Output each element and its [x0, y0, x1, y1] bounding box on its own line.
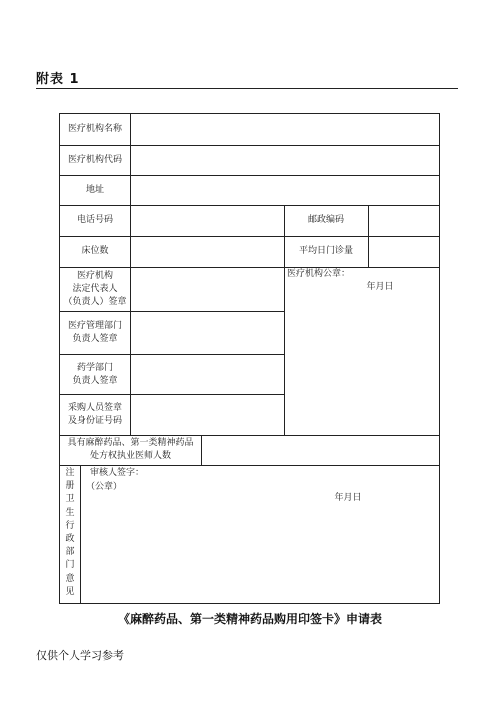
vertical-char: 生	[65, 507, 75, 518]
legal-rep-line-1: 医疗机构	[76, 271, 113, 281]
row-divider	[60, 354, 284, 355]
vertical-char: 卫	[65, 494, 75, 505]
footnote: 仅供个人学习参考	[36, 649, 124, 662]
postcode-label: 邮政编码	[307, 215, 344, 225]
column-divider	[130, 114, 131, 435]
physicians-count-label	[60, 437, 201, 463]
row-divider	[60, 435, 439, 436]
vertical-char: 册	[65, 481, 75, 492]
pharmacy-line-1: 药学部门	[76, 363, 113, 373]
purchaser-line-2: 及身份证号码	[67, 416, 122, 426]
institution-seal-date: 年月日	[366, 282, 394, 292]
purchaser-line-1: 采购人员签章	[67, 403, 122, 413]
appendix-label: 附表 1	[36, 72, 80, 87]
column-divider	[201, 435, 202, 465]
row-divider	[60, 175, 439, 176]
vertical-char: 行	[65, 520, 75, 531]
column-divider	[80, 465, 81, 603]
form-caption: 《麻醉药品、第一类精神药品购用印签卡》申请表	[117, 612, 382, 626]
physicians-count-line-1: 具有麻醉药品、第一类精神药品	[67, 438, 194, 448]
vertical-char: 见	[65, 586, 75, 597]
vertical-char: 意	[65, 573, 75, 584]
vertical-char: 部	[65, 547, 75, 558]
institution-code-label: 医疗机构代码	[67, 155, 122, 165]
vertical-char: 注	[65, 468, 75, 478]
row-divider	[60, 465, 439, 466]
row-divider	[60, 311, 284, 312]
institution-name-label: 医疗机构名称	[67, 124, 122, 134]
vertical-char: 政	[65, 534, 75, 545]
legal-rep-line-3: （负责人）签章	[63, 297, 127, 307]
address-label: 地址	[85, 185, 104, 195]
phone-label: 电话号码	[76, 215, 113, 225]
physicians-count-line-2: 处方权执业医师人数	[89, 451, 171, 461]
registration-authority-opinion-label	[60, 467, 80, 599]
official-seal-label: （公章）	[86, 482, 123, 492]
review-date: 年月日	[334, 493, 362, 503]
row-divider	[60, 394, 284, 395]
row-divider	[60, 205, 439, 206]
medical-management-line-1: 医疗管理部门	[67, 321, 122, 331]
beds-label: 床位数	[81, 246, 109, 256]
medical-management-label	[60, 320, 130, 346]
pharmacy-line-2: 负责人签章	[72, 376, 118, 386]
reviewer-signature-label: 审核人签字：	[90, 468, 145, 478]
row-divider	[60, 236, 439, 237]
institution-seal-label: 医疗机构公章：	[287, 269, 351, 279]
vertical-char: 门	[65, 560, 75, 571]
header-rule	[36, 88, 458, 89]
pharmacy-label	[60, 362, 130, 388]
daily-outpatient-label: 平均日门诊量	[298, 246, 353, 256]
legal-rep-line-2: 法定代表人	[72, 284, 118, 294]
column-divider	[368, 205, 369, 267]
row-divider	[60, 145, 439, 146]
application-form-table	[59, 113, 440, 604]
column-divider	[284, 205, 285, 435]
legal-rep-label	[60, 270, 130, 309]
purchaser-label	[60, 402, 130, 428]
medical-management-line-2: 负责人签章	[72, 334, 118, 344]
